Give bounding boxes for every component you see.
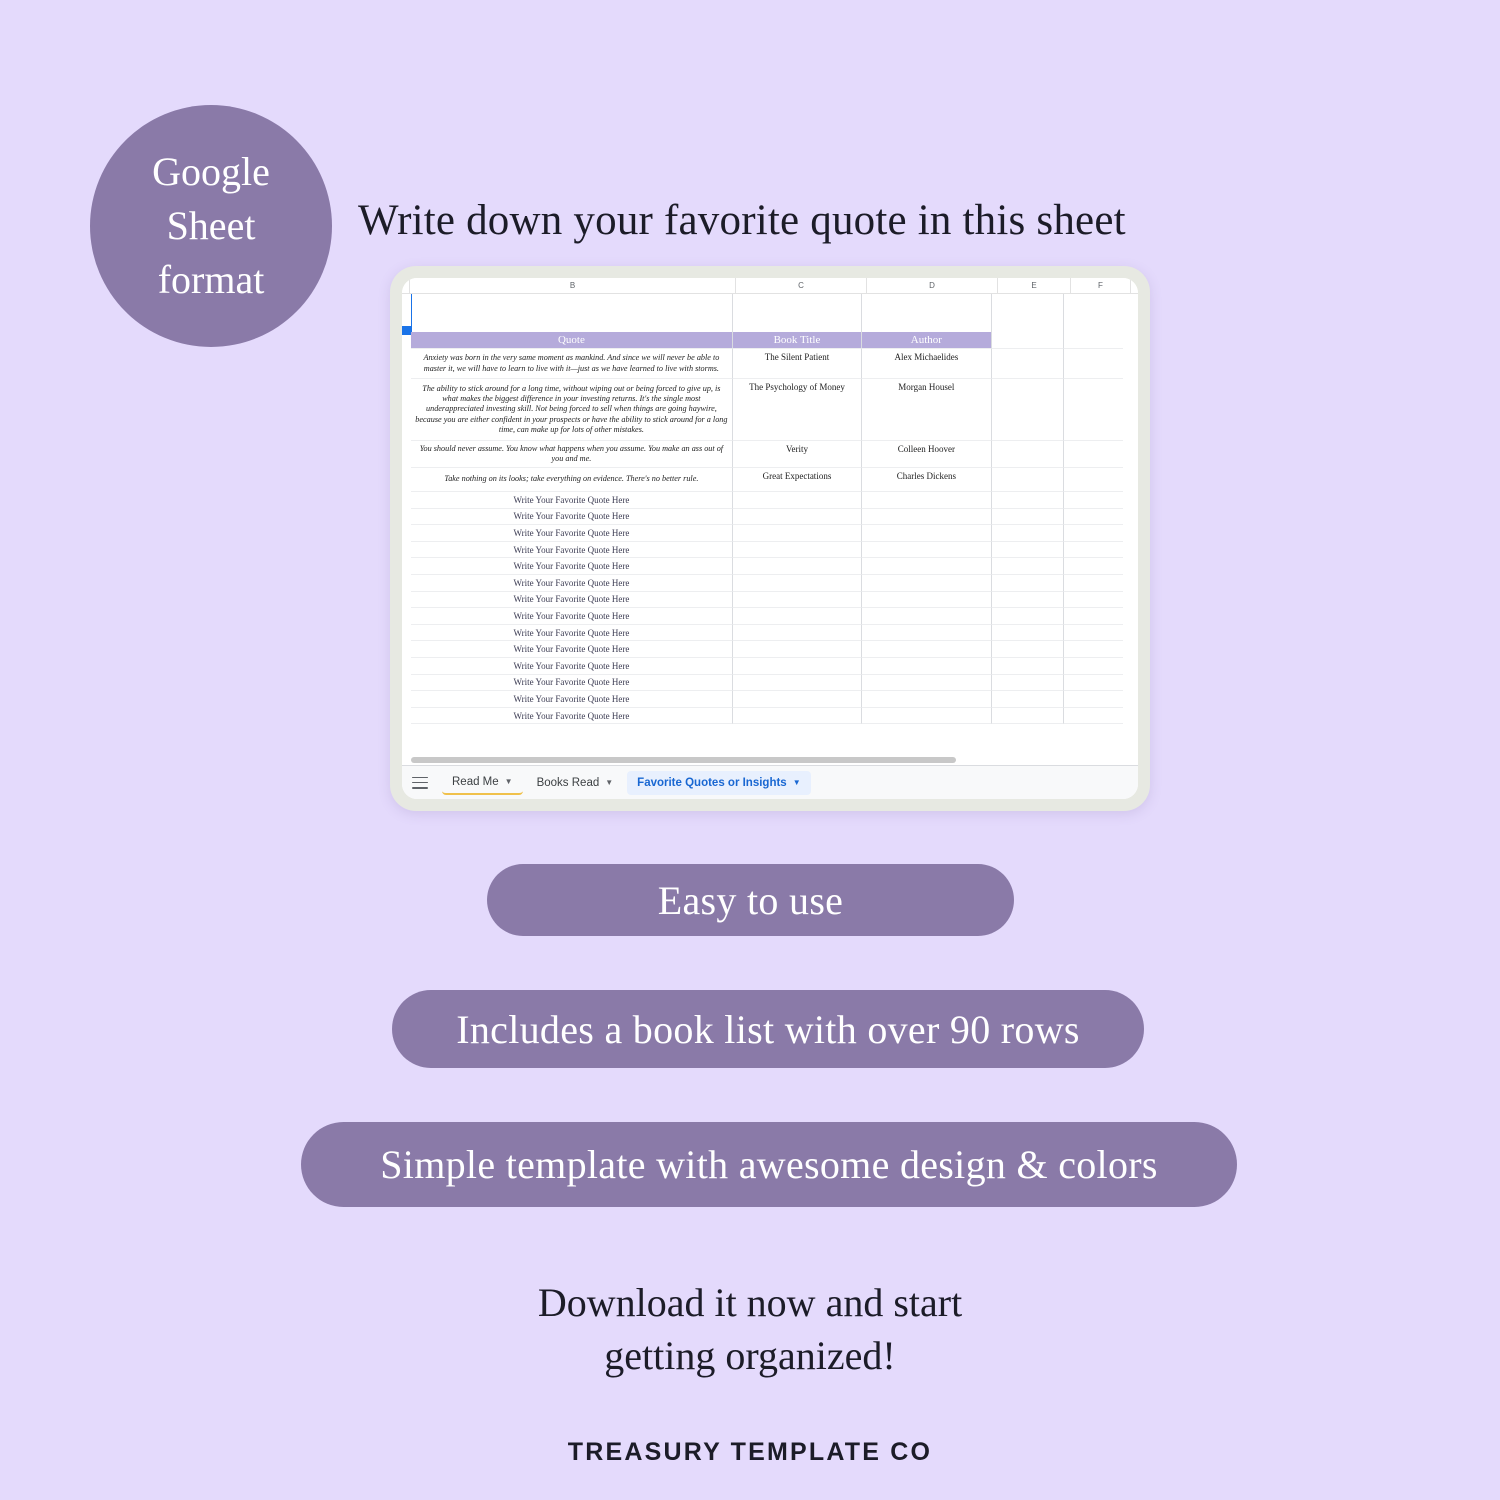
cell-book-title[interactable] — [733, 641, 862, 658]
cta-line-1: Download it now and start — [537, 1280, 963, 1325]
tablet-mockup — [390, 266, 1150, 811]
cell-e[interactable] — [992, 691, 1064, 708]
column-header-f[interactable]: F — [1071, 278, 1131, 293]
cell-author[interactable] — [862, 641, 991, 658]
cell-e[interactable] — [992, 641, 1064, 658]
cell-book-title[interactable] — [733, 708, 862, 725]
cell-f[interactable] — [1064, 525, 1123, 542]
page-title: Write down your favorite quote in this sheet — [358, 197, 1126, 244]
sheet-tab-label: Books Read — [536, 776, 600, 789]
cell-quote[interactable]: Take nothing on its looks; take everything on evidence. There's no better rule. — [411, 468, 733, 492]
cell-e[interactable] — [992, 708, 1064, 725]
cell-book-title[interactable]: The Psychology of Money — [733, 379, 862, 441]
cell-quote-placeholder[interactable]: Write Your Favorite Quote Here — [411, 691, 733, 708]
cell-e[interactable] — [992, 558, 1064, 575]
cell-author[interactable] — [862, 592, 991, 609]
cell-book-title[interactable] — [733, 658, 862, 675]
sheet-tab-label: Read Me — [452, 775, 499, 788]
header-blank-f — [1064, 332, 1123, 349]
cell-author[interactable] — [862, 509, 991, 526]
cell-f[interactable] — [1064, 575, 1123, 592]
placeholder-row[interactable] — [411, 542, 1123, 559]
sheet-tab-2[interactable] — [527, 771, 624, 795]
placeholder-rows-container — [411, 492, 1123, 724]
cell-f[interactable] — [1064, 641, 1123, 658]
sheet-tab-1[interactable] — [442, 771, 523, 795]
cell-e[interactable] — [992, 468, 1064, 492]
header-book-title: Book Title — [733, 332, 862, 349]
table-row[interactable] — [411, 349, 1123, 379]
format-badge — [90, 105, 332, 347]
cell-f[interactable] — [1064, 349, 1123, 379]
header-quote: Quote — [411, 332, 733, 349]
cell-quote-placeholder[interactable]: Write Your Favorite Quote Here — [411, 525, 733, 542]
cell-selection-marker — [402, 326, 411, 335]
cell-e[interactable] — [992, 441, 1064, 468]
cell-book-title[interactable]: The Silent Patient — [733, 349, 862, 379]
cell-e[interactable] — [992, 349, 1064, 379]
cell-e[interactable] — [992, 592, 1064, 609]
cell-f[interactable] — [1064, 492, 1123, 509]
cell-quote-placeholder[interactable]: Write Your Favorite Quote Here — [411, 542, 733, 559]
header-author: Author — [862, 332, 991, 349]
spacer-cell — [411, 294, 733, 332]
cell-author[interactable]: Charles Dickens — [862, 468, 991, 492]
cell-f[interactable] — [1064, 379, 1123, 441]
cell-author[interactable] — [862, 625, 991, 642]
header-blank-e — [992, 332, 1064, 349]
table-row[interactable] — [411, 441, 1123, 468]
data-rows-container — [411, 349, 1123, 492]
cell-book-title[interactable] — [733, 592, 862, 609]
cell-quote-placeholder[interactable]: Write Your Favorite Quote Here — [411, 558, 733, 575]
placeholder-row[interactable] — [411, 658, 1123, 675]
cell-e[interactable] — [992, 379, 1064, 441]
cell-f[interactable] — [1064, 509, 1123, 526]
cell-book-title[interactable] — [733, 625, 862, 642]
placeholder-row[interactable] — [411, 575, 1123, 592]
cell-quote-placeholder[interactable]: Write Your Favorite Quote Here — [411, 625, 733, 642]
cell-book-title[interactable]: Great Expectations — [733, 468, 862, 492]
placeholder-row[interactable] — [411, 509, 1123, 526]
cell-author[interactable]: Alex Michaelides — [862, 349, 991, 379]
cell-quote-placeholder[interactable]: Write Your Favorite Quote Here — [411, 492, 733, 509]
cell-quote-placeholder[interactable]: Write Your Favorite Quote Here — [411, 658, 733, 675]
cell-quote-placeholder[interactable]: Write Your Favorite Quote Here — [411, 575, 733, 592]
cell-quote[interactable]: You should never assume. You know what happens when you assume. You make an ass out of you and me. — [411, 441, 733, 468]
table-header-row — [411, 332, 1123, 349]
cell-e[interactable] — [992, 608, 1064, 625]
cell-f[interactable] — [1064, 608, 1123, 625]
cell-quote-placeholder[interactable]: Write Your Favorite Quote Here — [411, 509, 733, 526]
cell-f[interactable] — [1064, 558, 1123, 575]
cell-f[interactable] — [1064, 658, 1123, 675]
cell-book-title[interactable] — [733, 542, 862, 559]
table-row[interactable] — [411, 379, 1123, 441]
spacer-cell — [992, 294, 1064, 332]
cell-author[interactable]: Morgan Housel — [862, 379, 991, 441]
cell-e[interactable] — [992, 542, 1064, 559]
all-sheets-icon[interactable] — [412, 777, 428, 789]
sheet-grid-area[interactable] — [402, 294, 1138, 765]
cell-book-title[interactable] — [733, 575, 862, 592]
chevron-down-icon[interactable]: ▼ — [504, 777, 513, 786]
placeholder-row[interactable] — [411, 525, 1123, 542]
feature-pill-1: Easy to use — [487, 864, 1014, 936]
cell-author[interactable] — [862, 675, 991, 692]
cell-author[interactable] — [862, 492, 991, 509]
spreadsheet-screen — [402, 278, 1138, 799]
badge-line-1: Google — [152, 149, 270, 194]
placeholder-row[interactable] — [411, 708, 1123, 725]
cell-book-title[interactable] — [733, 492, 862, 509]
cell-quote-placeholder[interactable]: Write Your Favorite Quote Here — [411, 641, 733, 658]
cell-e[interactable] — [992, 525, 1064, 542]
sheet-tab-3[interactable] — [627, 771, 810, 795]
placeholder-row[interactable] — [411, 675, 1123, 692]
call-to-action — [0, 1277, 1500, 1383]
placeholder-row[interactable] — [411, 492, 1123, 509]
placeholder-row[interactable] — [411, 608, 1123, 625]
cell-author[interactable] — [862, 658, 991, 675]
cell-quote-placeholder[interactable]: Write Your Favorite Quote Here — [411, 708, 733, 725]
cell-f[interactable] — [1064, 542, 1123, 559]
cell-book-title[interactable] — [733, 691, 862, 708]
cell-e[interactable] — [992, 675, 1064, 692]
feature-pill-3: Simple template with awesome design & colors — [301, 1122, 1237, 1207]
column-header-b[interactable]: B — [410, 278, 736, 293]
chevron-down-icon[interactable]: ▼ — [605, 778, 614, 787]
cell-author[interactable] — [862, 542, 991, 559]
cell-book-title[interactable] — [733, 525, 862, 542]
cell-f[interactable] — [1064, 468, 1123, 492]
cell-author[interactable] — [862, 608, 991, 625]
spacer-cell — [1064, 294, 1123, 332]
cell-author[interactable] — [862, 708, 991, 725]
placeholder-row[interactable] — [411, 625, 1123, 642]
sheet-grid — [411, 294, 1123, 724]
spacer-cell — [862, 294, 991, 332]
placeholder-row[interactable] — [411, 558, 1123, 575]
spacer-cell — [733, 294, 862, 332]
badge-line-3: format — [157, 257, 265, 302]
cell-e[interactable] — [992, 509, 1064, 526]
cell-book-title[interactable] — [733, 675, 862, 692]
horizontal-scrollbar[interactable] — [411, 757, 956, 763]
column-header-e[interactable]: E — [998, 278, 1071, 293]
cell-f[interactable] — [1064, 625, 1123, 642]
select-all-corner[interactable] — [402, 278, 410, 293]
cell-quote-placeholder[interactable]: Write Your Favorite Quote Here — [411, 608, 733, 625]
column-header-row — [402, 278, 1138, 294]
cell-author[interactable] — [862, 558, 991, 575]
placeholder-row[interactable] — [411, 641, 1123, 658]
cell-e[interactable] — [992, 575, 1064, 592]
chevron-down-icon[interactable]: ▼ — [792, 778, 801, 787]
badge-line-2: Sheet — [166, 203, 256, 248]
cell-quote[interactable]: The ability to stick around for a long time, without wiping out or being forced to give up, is what makes the biggest difference in your investing returns. It's the single most underappreciated investing skill. Not being forced to sell when things are going haywire, because you are either confident in your prospects or have the ability to stick around for a long time, can make up for lots of other mistakes. — [411, 379, 733, 441]
column-header-c[interactable]: C — [736, 278, 867, 293]
cell-quote[interactable]: Anxiety was born in the very same moment as mankind. And since we will never be able to master it, we will have to learn to live with it—just as we have learned to live with storms. — [411, 349, 733, 379]
cta-line-2: getting organized! — [604, 1332, 896, 1378]
sheet-tabs — [442, 771, 811, 795]
placeholder-row[interactable] — [411, 691, 1123, 708]
cell-author[interactable] — [862, 575, 991, 592]
brand-name: TREASURY TEMPLATE CO — [567, 1438, 933, 1466]
cell-author[interactable]: Colleen Hoover — [862, 441, 991, 468]
cell-book-title[interactable]: Verity — [733, 441, 862, 468]
cell-f[interactable] — [1064, 592, 1123, 609]
cell-e[interactable] — [992, 625, 1064, 642]
cell-f[interactable] — [1064, 675, 1123, 692]
sheet-tab-label: Favorite Quotes or Insights — [637, 776, 787, 789]
column-header-d[interactable]: D — [867, 278, 998, 293]
table-row[interactable] — [411, 468, 1123, 492]
cell-f[interactable] — [1064, 441, 1123, 468]
cell-f[interactable] — [1064, 691, 1123, 708]
sheet-tabs-bar — [402, 765, 1138, 799]
placeholder-row[interactable] — [411, 592, 1123, 609]
cell-author[interactable] — [862, 525, 991, 542]
cell-f[interactable] — [1064, 708, 1123, 725]
cell-quote-placeholder[interactable]: Write Your Favorite Quote Here — [411, 592, 733, 609]
cell-author[interactable] — [862, 691, 991, 708]
cell-quote-placeholder[interactable]: Write Your Favorite Quote Here — [411, 675, 733, 692]
top-spacer-row — [411, 294, 1123, 332]
cell-book-title[interactable] — [733, 558, 862, 575]
feature-pill-2: Includes a book list with over 90 rows — [392, 990, 1144, 1068]
cell-book-title[interactable] — [733, 509, 862, 526]
cell-book-title[interactable] — [733, 608, 862, 625]
cell-e[interactable] — [992, 658, 1064, 675]
cell-e[interactable] — [992, 492, 1064, 509]
